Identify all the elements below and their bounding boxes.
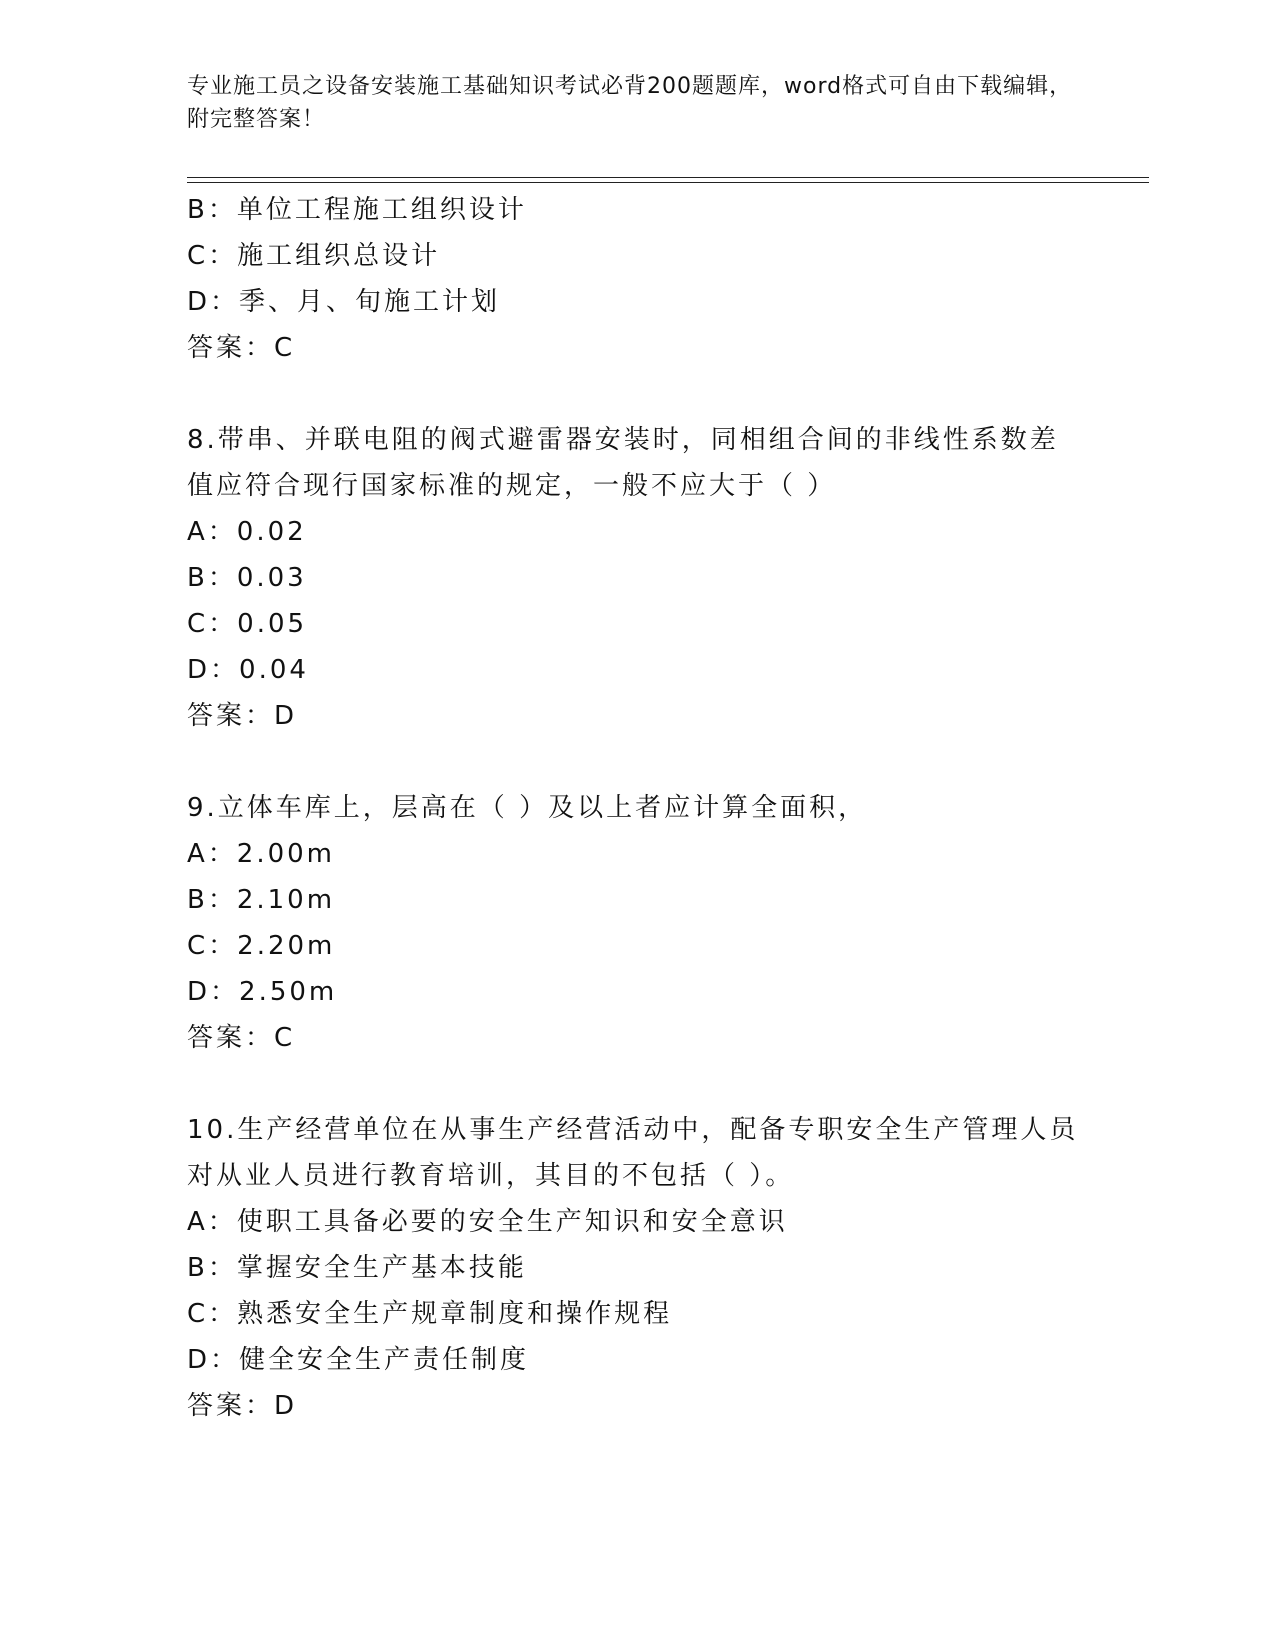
- option-d: D：季、月、旬施工计划: [187, 287, 501, 317]
- option-c: C：施工组织总设计: [187, 241, 441, 271]
- document-header: 专业施工员之设备安装施工基础知识考试必背200题题库，word格式可自由下载编辑，附完整答案！: [187, 74, 1073, 132]
- header-rule-bottom: [187, 182, 1149, 183]
- question-block-9: [187, 785, 1087, 1061]
- option-b: B：2.10m: [187, 885, 336, 915]
- option-c: C：熟悉安全生产规章制度和操作规程: [187, 1299, 673, 1329]
- option-d: D：2.50m: [187, 977, 338, 1007]
- question-block-7: [187, 187, 1087, 371]
- answer: 答案：D: [187, 1391, 298, 1421]
- question-text-line-1: 9.立体车库上，层高在（ ）及以上者应计算全面积，: [187, 793, 868, 823]
- option-c: C：0.05: [187, 609, 308, 639]
- question-list: [187, 187, 1087, 1429]
- question-block-10: [187, 1107, 1087, 1429]
- spacer: [187, 1061, 1087, 1107]
- option-a: A：0.02: [187, 517, 307, 547]
- option-c: C：2.20m: [187, 931, 336, 961]
- spacer: [187, 371, 1087, 417]
- question-text-line-1: 10.生产经营单位在从事生产经营活动中，配备专职安全生产管理人员: [187, 1115, 1079, 1145]
- answer: 答案：C: [187, 1023, 296, 1053]
- option-a: A：2.00m: [187, 839, 336, 869]
- answer: 答案：D: [187, 701, 298, 731]
- option-b: B：单位工程施工组织设计: [187, 195, 527, 225]
- option-d: D：健全安全生产责任制度: [187, 1345, 530, 1375]
- option-d: D：0.04: [187, 655, 309, 685]
- option-b: B：掌握安全生产基本技能: [187, 1253, 527, 1283]
- question-block-8: [187, 417, 1087, 739]
- question-text-line-2: 值应符合现行国家标准的规定，一般不应大于（ ）: [187, 471, 837, 501]
- spacer: [187, 739, 1087, 785]
- option-b: B：0.03: [187, 563, 307, 593]
- question-text-line-1: 8.带串、并联电阻的阀式避雷器安装时，同相组合间的非线性系数差: [187, 425, 1059, 455]
- answer: 答案：C: [187, 333, 296, 363]
- option-a: A：使职工具备必要的安全生产知识和安全意识: [187, 1207, 788, 1237]
- question-text-line-2: 对从业人员进行教育培训，其目的不包括（ ）。: [187, 1161, 795, 1191]
- header-rule-top: [187, 177, 1149, 178]
